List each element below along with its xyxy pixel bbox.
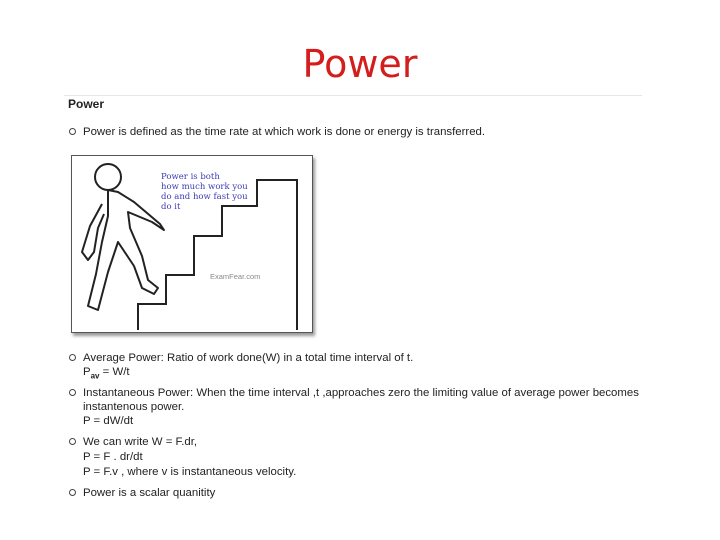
staircase-figure <box>71 155 313 333</box>
divider <box>64 95 642 96</box>
formula-symbol: P <box>83 366 91 378</box>
instantaneous-power-line1: Instantaneous Power: When the time interval ,t ,approaches zero the limiting value of average power becomes <box>83 387 639 399</box>
slide-title: Power <box>302 42 418 86</box>
bullet-icon <box>69 389 77 397</box>
formula-rest: = W/t <box>99 366 130 378</box>
scalar-text: Power is a scalar quanitity <box>83 487 216 499</box>
staircase-illustration <box>72 156 312 332</box>
bullet-icon <box>69 128 77 136</box>
work-form-line1: We can write W = F.dr, <box>83 436 198 448</box>
bullet-icon <box>69 438 77 446</box>
stick-figure-icon <box>82 164 164 310</box>
bullet-icon <box>69 489 77 497</box>
figure-caption-line: do it <box>161 202 181 212</box>
instantaneous-power-line2: instantenous power. <box>83 401 185 413</box>
instantaneous-power-formula: P = dW/dt <box>83 415 134 427</box>
figure-caption-line: do and how fast you <box>161 192 248 202</box>
figure-watermark: ExamFear.com <box>210 272 261 281</box>
figure-caption-line: how much work you <box>161 182 248 192</box>
definition-text: Power is defined as the time rate at which work is done or energy is transferred. <box>83 126 486 138</box>
work-form-line2: P = F . dr/dt <box>83 451 143 463</box>
average-power-text: Average Power: Ratio of work done(W) in a total time interval of t. <box>83 352 414 364</box>
bullet-icon <box>69 354 77 362</box>
work-form-line3: P = F.v , where v is instantaneous velocity. <box>83 466 297 478</box>
section-heading: Power <box>68 97 105 111</box>
average-power-formula <box>83 365 130 383</box>
figure-caption-line: Power is both <box>161 172 220 182</box>
formula-subscript: av <box>90 371 100 381</box>
